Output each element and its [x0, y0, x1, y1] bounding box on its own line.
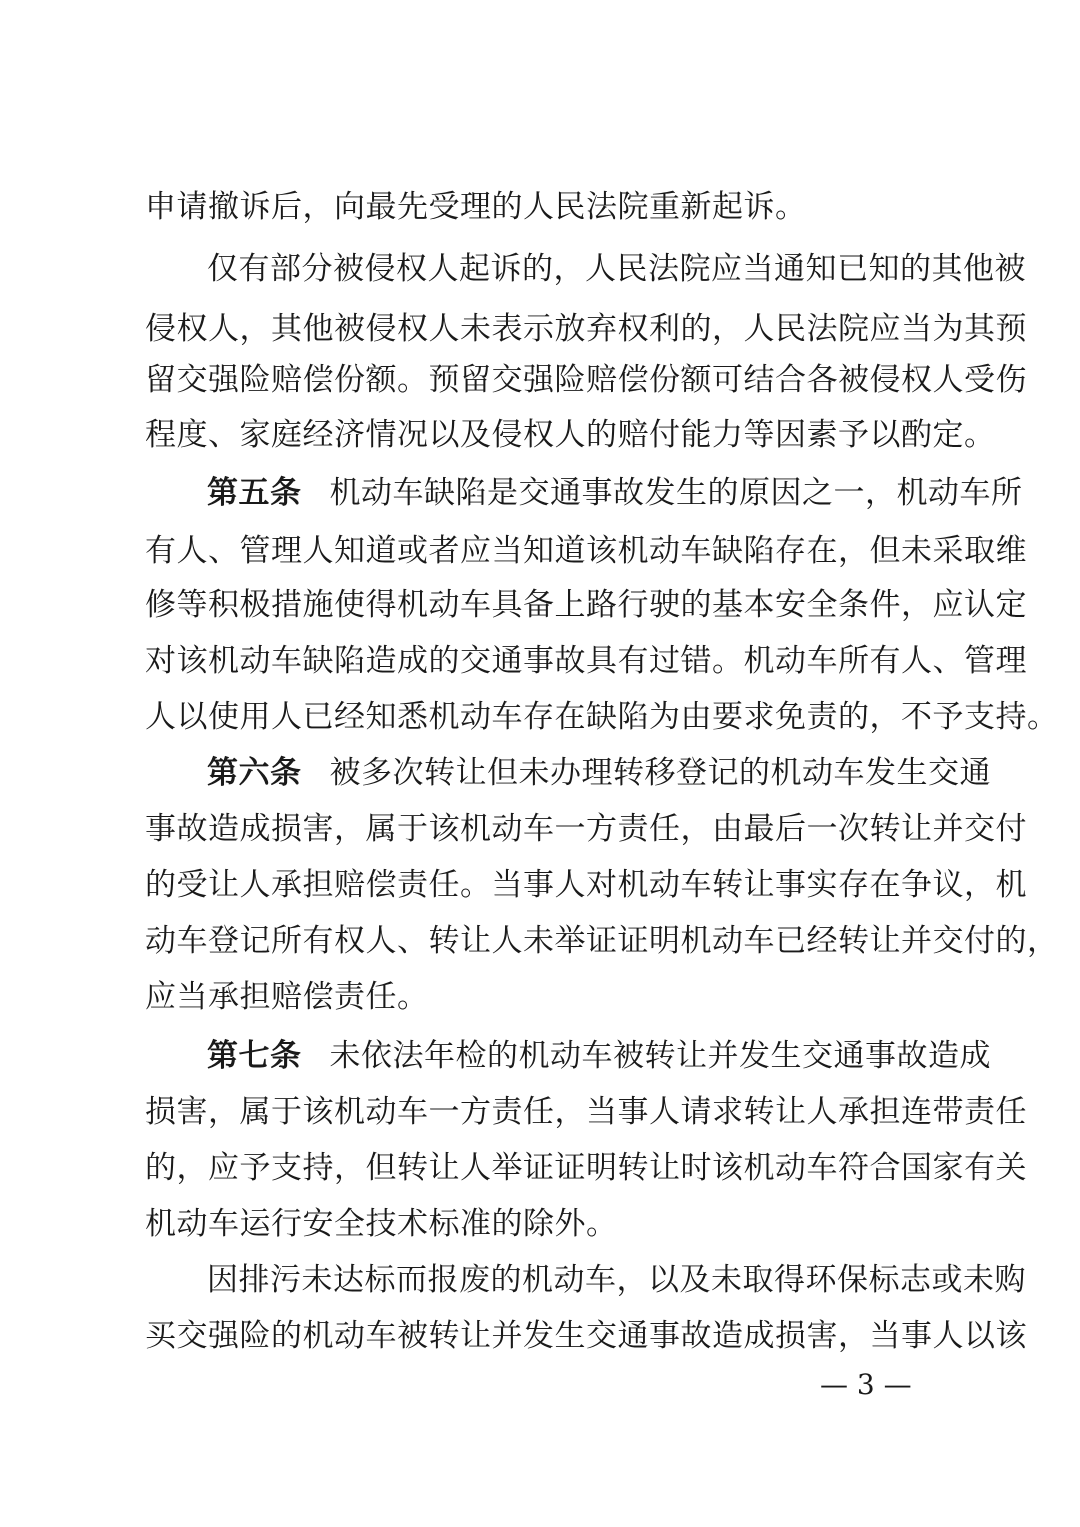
text-line: 事故造成损害，属于该机动车一方责任，由最后一次转让并交付	[145, 811, 1027, 847]
text-line: 损害，属于该机动车一方责任，当事人请求转让人承担连带责任	[145, 1094, 1027, 1130]
text-line: 侵权人，其他被侵权人未表示放弃权利的，人民法院应当为其预	[145, 311, 1027, 347]
text-line: 的受让人承担赔偿责任。当事人对机动车转让事实存在争议，机	[145, 867, 1027, 903]
article-six-line: 第六条 被多次转让但未办理转移登记的机动车发生交通	[207, 755, 991, 791]
text-line: 申请撤诉后，向最先受理的人民法院重新起诉。	[145, 189, 807, 225]
text-line: 修等积极措施使得机动车具备上路行驶的基本安全条件，应认定	[145, 587, 1027, 623]
text-line: 的，应予支持，但转让人举证证明转让时该机动车符合国家有关	[145, 1150, 1027, 1186]
text-line: 动车登记所有权人、转让人未举证证明机动车已经转让并交付的，	[145, 923, 1059, 959]
article-heading: 第五条	[207, 475, 302, 511]
text-line: 程度、家庭经济情况以及侵权人的赔付能力等因素予以酌定。	[145, 417, 996, 453]
text-line: 有人、管理人知道或者应当知道该机动车缺陷存在，但未采取维	[145, 533, 1027, 569]
text-line: 人以使用人已经知悉机动车存在缺陷为由要求免责的，不予支持。	[145, 699, 1059, 735]
text-line: 买交强险的机动车被转让并发生交通事故造成损害，当事人以该	[145, 1318, 1027, 1354]
text-line: 仅有部分被侵权人起诉的，人民法院应当通知已知的其他被	[207, 251, 1026, 287]
page-number: — 3 —	[820, 1368, 912, 1401]
article-heading: 第七条	[207, 1038, 302, 1074]
text-line: 应当承担赔偿责任。	[145, 979, 429, 1015]
text-line: 机动车运行安全技术标准的除外。	[145, 1206, 618, 1242]
text-line: 因排污未达标而报废的机动车，以及未取得环保标志或未购	[207, 1262, 1026, 1298]
article-seven-line: 第七条 未依法年检的机动车被转让并发生交通事故造成	[207, 1038, 991, 1074]
text-line: 对该机动车缺陷造成的交通事故具有过错。机动车所有人、管理	[145, 643, 1027, 679]
article-heading: 第六条	[207, 755, 302, 791]
article-five-line: 第五条 机动车缺陷是交通事故发生的原因之一，机动车所	[207, 475, 1023, 511]
text-line: 留交强险赔偿份额。预留交强险赔偿份额可结合各被侵权人受伤	[145, 362, 1027, 398]
